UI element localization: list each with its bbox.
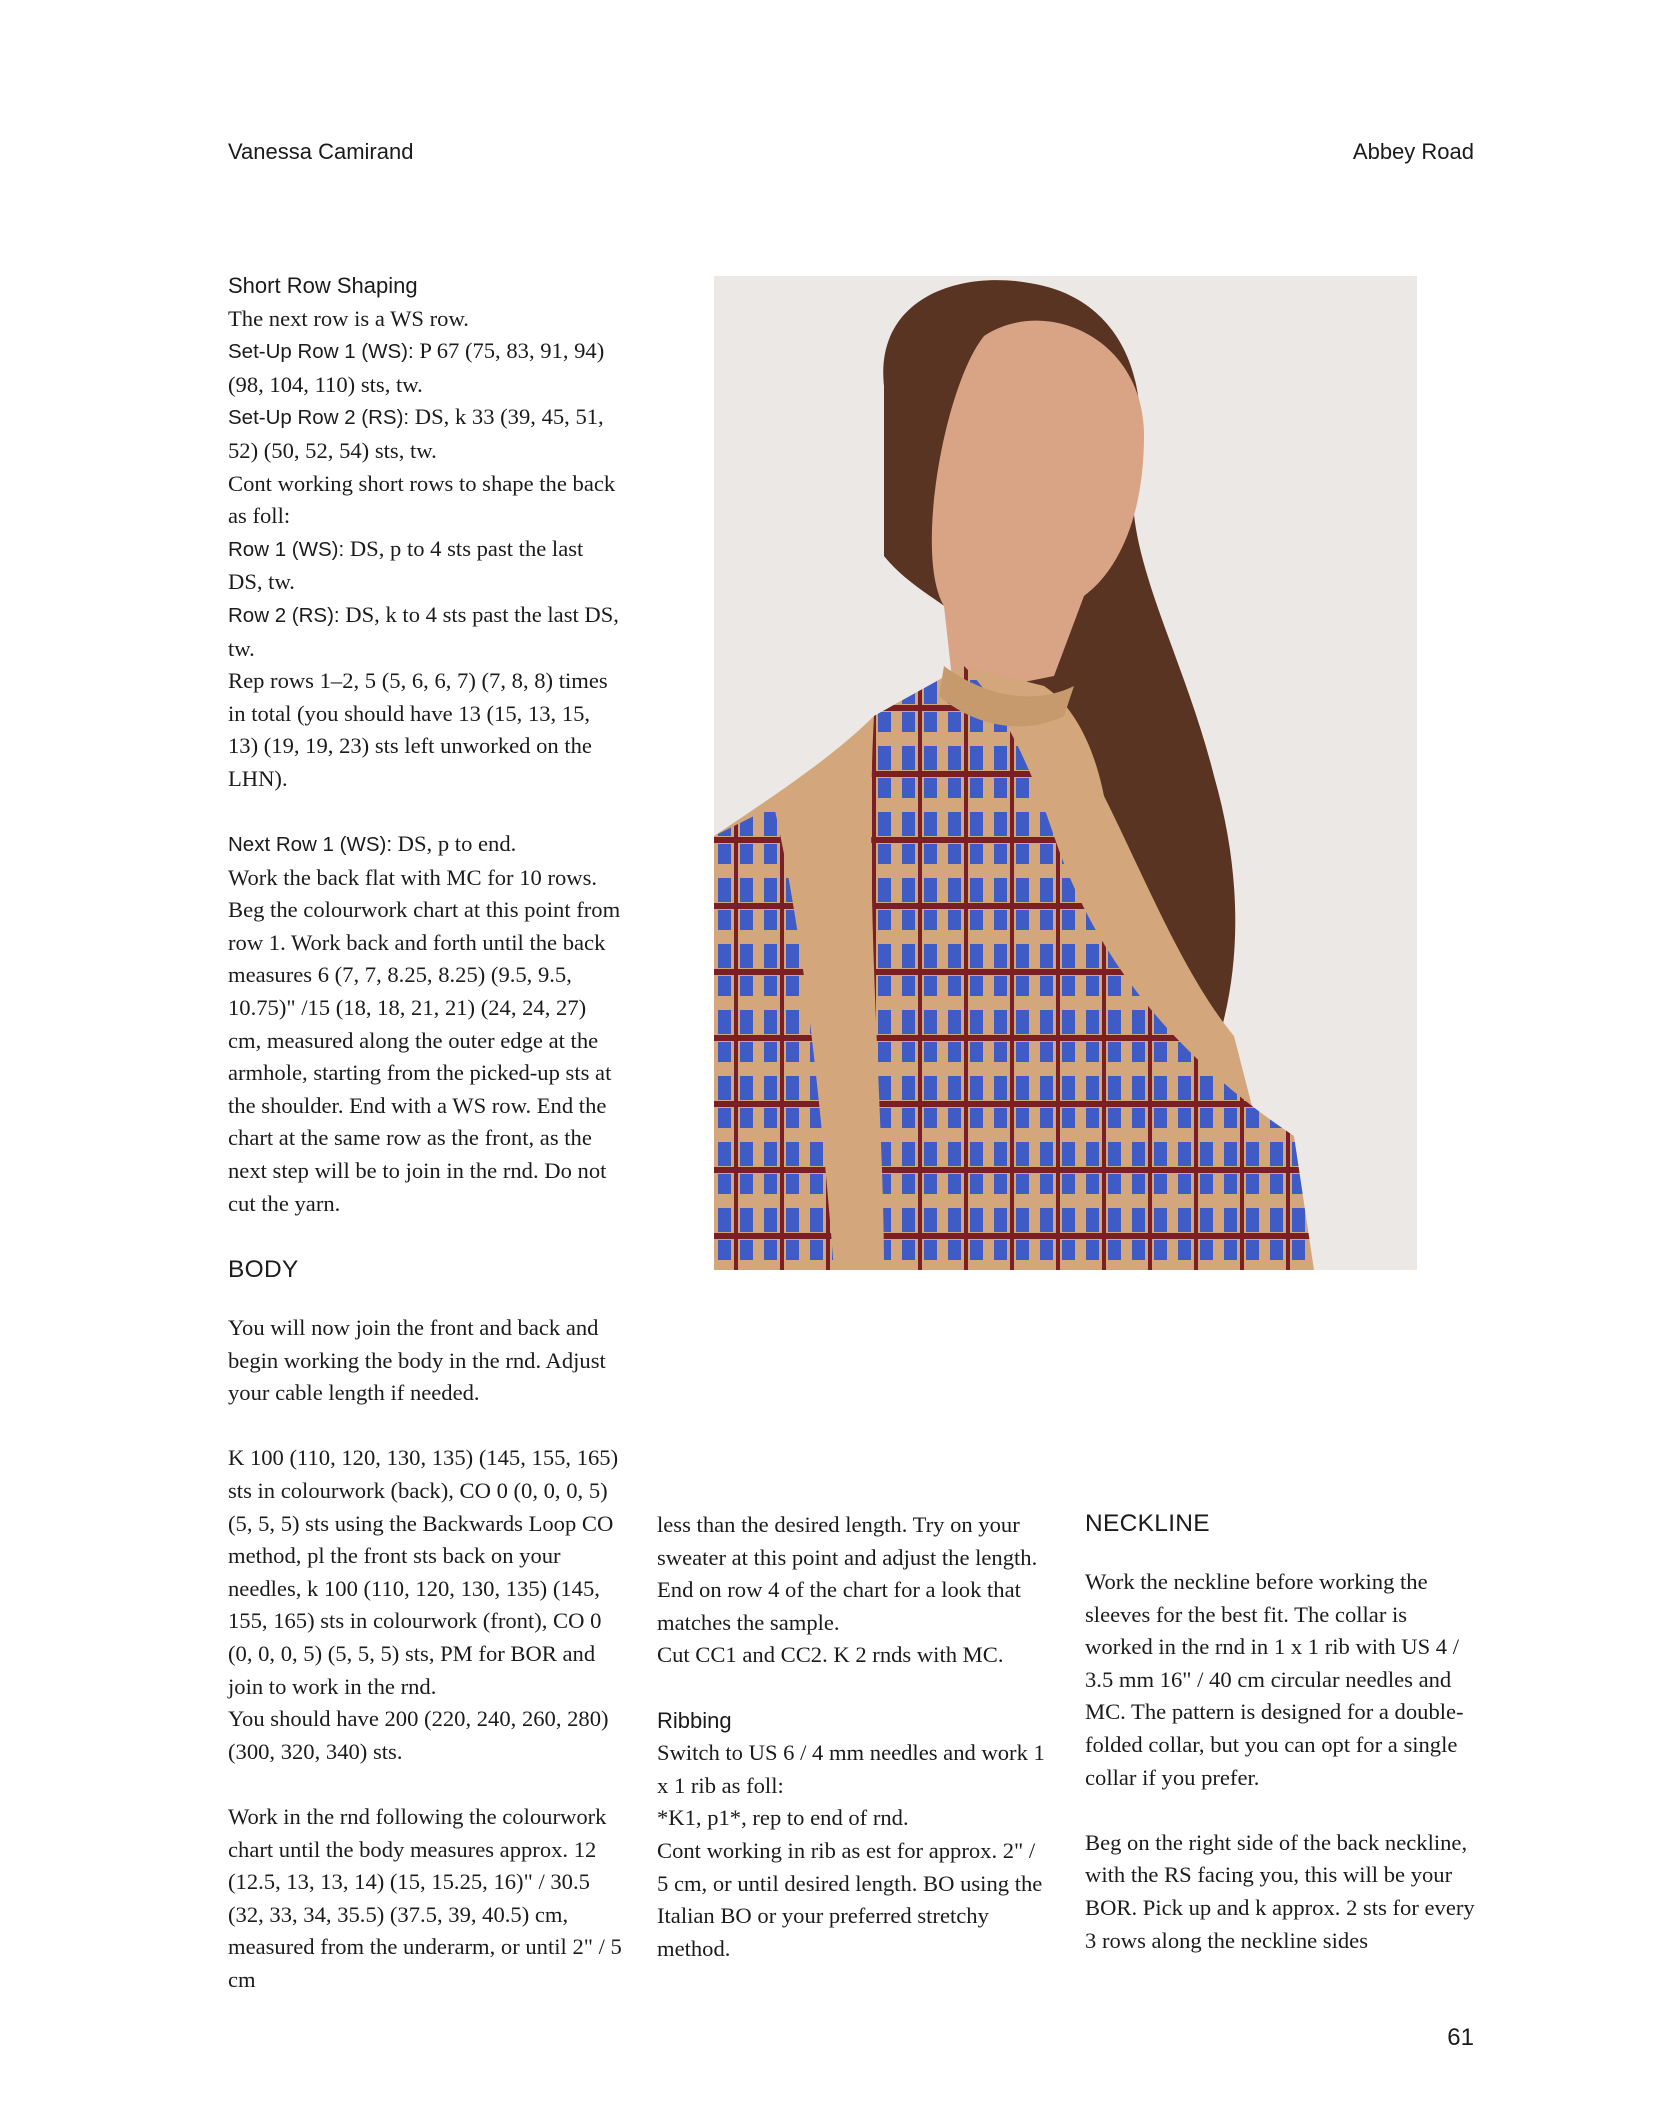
short-row-heading: Short Row Shaping: [228, 273, 418, 298]
setup-row-1-text: P 67 (75, 83, 91, 94) (98, 104, 110) sts, tw.: [228, 338, 605, 397]
short-row-intro: The next row is a WS row.: [228, 305, 469, 331]
header-title: Abbey Road: [1352, 139, 1474, 164]
body-section: [228, 1254, 623, 1996]
model-photo-illustration: [714, 276, 1417, 1270]
setup-row-2-text: DS, k 33 (39, 45, 51, 52) (50, 52, 54) sts, tw.: [228, 404, 604, 463]
body-paragraph-4: Work in the rnd following the colourwork chart until the body measures approx. 12 (12.5, 13, 13, 14) (15, 15.25, 16)" / 30.5 (32, 33, 34, 35.5) (37.5, 39, 40.5) cm, measured from the underarm, or until 2" / 5 cm: [228, 1803, 622, 1992]
header-author: Vanessa Camirand: [228, 139, 414, 164]
body-heading: BODY: [228, 1256, 299, 1283]
body-paragraph-3: You should have 200 (220, 240, 260, 280) (300, 320, 340) sts.: [228, 1706, 609, 1764]
setup-row-2-label: Set-Up Row 2 (RS):: [228, 406, 410, 430]
row-2: [228, 599, 623, 665]
body-continued: less than the desired length. Try on your sweater at this point and adjust the length. End on row 4 of the chart for a look that matches the sample.: [657, 1512, 1038, 1635]
middle-column: [657, 1509, 1052, 1965]
row-1: [228, 533, 623, 599]
model-photo: [714, 276, 1417, 1270]
body-paragraph-1: You will now join the front and back and begin working the body in the rnd. Adjust your cable length if needed.: [228, 1315, 606, 1406]
cut-colours: Cut CC1 and CC2. K 2 rnds with MC.: [657, 1642, 1004, 1668]
left-column: [228, 270, 623, 1220]
setup-row-1-label: Set-Up Row 1 (WS):: [228, 340, 414, 364]
setup-row-1: [228, 335, 623, 401]
neckline-paragraph-1: Work the neckline before working the sleeves for the best fit. The collar is worked in the rnd in 1 x 1 rib with US 4 / 3.5 mm 16" / 40 cm circular needles and MC. The pattern is designed for a double-folded collar, but you can opt for a single collar if you prefer.: [1085, 1569, 1464, 1790]
body-paragraph-2: K 100 (110, 120, 130, 135) (145, 155, 165) sts in colourwork (back), CO 0 (0, 0, 0, 5) (5, 5, 5) sts using the Backwards Loop CO method, pl the front sts back on your needles, k 100 (110, 120, 130, 135) (145, 155, 165) sts in colourwork (front), CO 0 (0, 0, 0, 5) (5, 5, 5) sts, PM for BOR and join to work in the rnd.: [228, 1445, 619, 1699]
page-number: 61: [1447, 2024, 1474, 2051]
rep-rows: Rep rows 1–2, 5 (5, 6, 6, 7) (7, 8, 8) times in total (you should have 13 (15, 13, 15, 13) (19, 19, 23) sts left unworked on the LHN).: [228, 668, 608, 791]
ribbing-paragraph-3: Cont working in rib as est for approx. 2" / 5 cm, or until desired length. BO using the Italian BO or your preferred stretchy method.: [657, 1837, 1043, 1961]
ribbing-paragraph-1: Switch to US 6 / 4 mm needles and work 1 x 1 rib as foll:: [657, 1740, 1045, 1798]
next-row: [228, 828, 623, 862]
ribbing-paragraph-2: *K1, p1*, rep to end of rnd.: [657, 1805, 909, 1831]
setup-row-2: [228, 401, 623, 467]
neckline-heading: NECKLINE: [1085, 1510, 1210, 1537]
back-flat-paragraph: Work the back flat with MC for 10 rows. Beg the colourwork chart at this point from row 1. Work back and forth until the back measures 6 (7, 7, 8.25, 8.25) (9.5, 9.5, 10.75)" /15 (18, 18, 21, 21) (24, 24, 27) cm, measured along the outer edge at the armhole, starting from the picked-up sts at the shoulder. End with a WS row. End the chart at the same row as the front, as the next step will be to join in the rnd. Do not cut the yarn.: [228, 864, 621, 1216]
row-1-text: DS, p to 4 sts past the last DS, tw.: [228, 535, 584, 595]
right-column: [1085, 1508, 1480, 1957]
row-2-label: Row 2 (RS):: [228, 603, 340, 627]
row-1-label: Row 1 (WS):: [228, 537, 345, 561]
neckline-paragraph-2: Beg on the right side of the back neckline, with the RS facing you, this will be your BOR. Pick up and k approx. 2 sts for every 3 rows along the neckline sides: [1085, 1829, 1475, 1953]
ribbing-heading: Ribbing: [657, 1707, 732, 1733]
next-row-label: Next Row 1 (WS):: [228, 833, 393, 857]
row-2-text: DS, k to 4 sts past the last DS, tw.: [228, 601, 619, 661]
next-row-text: DS, p to end.: [392, 831, 517, 857]
short-row-cont: Cont working short rows to shape the back as foll:: [228, 470, 616, 529]
